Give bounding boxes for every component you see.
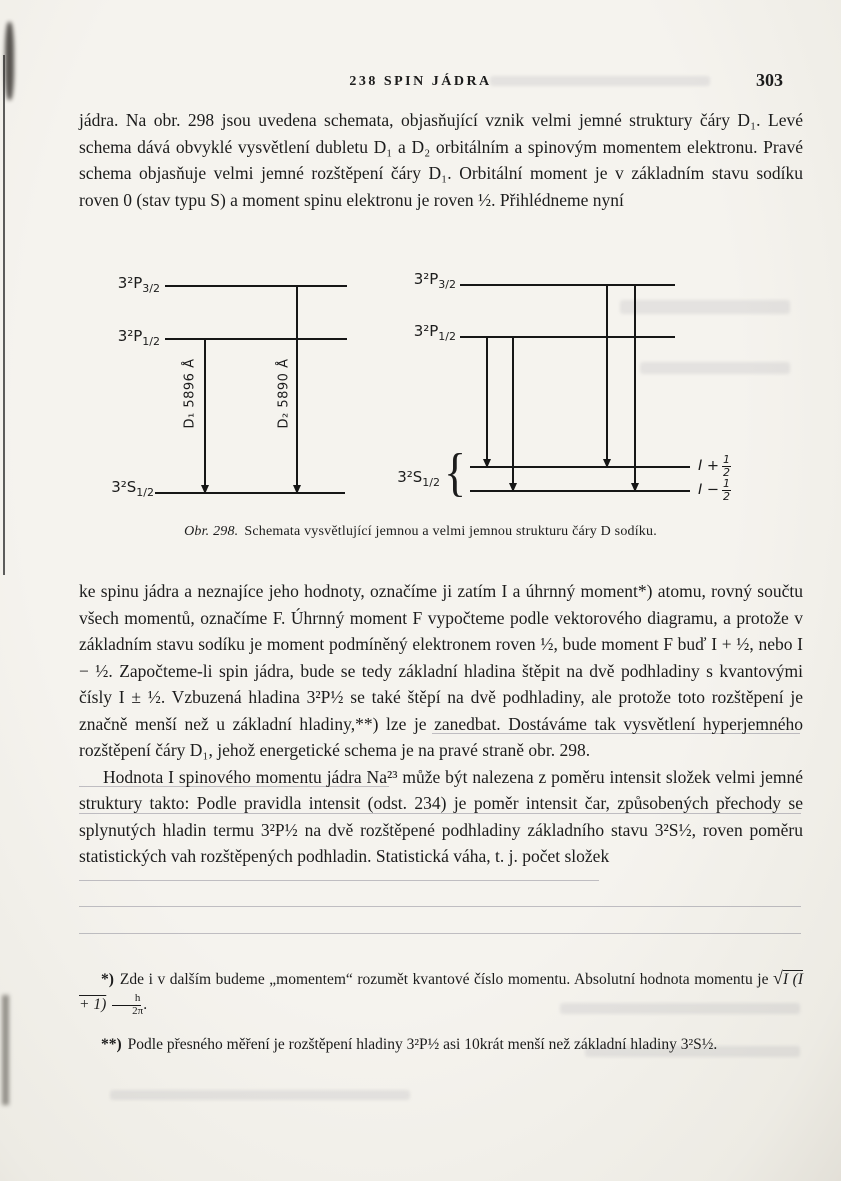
sublevel-label-lower — [698, 478, 731, 502]
hyperfine-sublevel-line-upper — [470, 466, 690, 468]
transition-arrow-d1 — [204, 338, 206, 492]
level-label-left-s12 — [94, 478, 154, 499]
level-label-right-p32 — [396, 270, 456, 291]
split-brace: { — [444, 443, 467, 502]
transition-arrow-p32-upper — [606, 284, 608, 466]
level-base: 3²S — [397, 468, 423, 486]
page-number: 303 — [756, 70, 783, 90]
fraction-numerator: 1 — [723, 453, 731, 466]
scan-artifact-binding-line — [3, 55, 5, 575]
footnote-1-text: Zde i v dalším budeme „momentem“ rozumět kvantové číslo momentu. Absolutní hodnota momentu je — [119, 971, 774, 988]
figure-caption-label: Obr. 298. — [184, 524, 239, 539]
transition-arrow-p12-lower — [512, 336, 514, 490]
energy-level-line-right-p32 — [460, 284, 675, 286]
level-label-right-s12 — [378, 468, 440, 489]
level-base: 3²P — [413, 322, 439, 340]
sqrt-radicand: I (I + 1) — [79, 971, 803, 1013]
footnote-2 — [79, 1032, 803, 1057]
body-paragraph-3: Hodnota I spinového momentu jádra Na²³ může být nalezena z poměru intensit složek velmi jemné struktury takto: Podle pravidla intensit (odst. 234) je poměr intensit čar, způsobených přechody se splynutých hladin termu 3²P½ na dvě rozštěpené podhladiny základního stavu 3²S½, roven poměru statistických vah rozštěpených podhladin. Statistická váha, t. j. počet složek — [79, 766, 803, 866]
level-sub: 1/2 — [438, 330, 456, 343]
figure-caption-text: Schemata vysvětlující jemnou a velmi jemnou strukturu čáry D sodíku. — [244, 524, 657, 539]
level-sub: 1/2 — [142, 335, 160, 348]
energy-level-line-right-p12 — [460, 336, 675, 338]
sublevel-pre: I − — [698, 482, 720, 499]
footnote-2-marker: **) — [101, 1036, 122, 1054]
footnote-1-marker: *) — [101, 971, 114, 988]
transition-arrow-p12-upper — [486, 336, 488, 466]
footnote-2-text: Podle přesného měření je rozštěpení hladiny 3²P½ asi 10krát menší než základní hladiny 3²S½. — [127, 1036, 718, 1054]
transition-arrow-p32-lower — [634, 284, 636, 490]
fraction-h-over-2pi — [110, 993, 143, 1017]
figure-caption — [0, 524, 841, 540]
level-base: 3²S — [111, 478, 137, 496]
scan-artifact-underline — [79, 933, 801, 934]
level-label-left-p32 — [102, 274, 160, 295]
level-base: 3²P — [117, 327, 143, 345]
body-text-block — [79, 578, 803, 870]
fraction-numerator: 1 — [723, 477, 731, 490]
level-base: 3²P — [413, 270, 439, 288]
energy-level-line-left-s12 — [155, 492, 345, 494]
level-sub: 1/2 — [136, 486, 154, 499]
scan-artifact-ink-blob — [2, 995, 9, 1105]
chapter-title: 238 SPIN JÁDRA — [349, 74, 492, 89]
fraction-numerator: h — [112, 993, 142, 1006]
level-label-right-p12 — [396, 322, 456, 343]
hyperfine-sublevel-line-lower — [470, 490, 690, 492]
footnote-1 — [79, 966, 803, 1017]
level-sub: 3/2 — [142, 282, 160, 295]
level-sub: 3/2 — [438, 278, 456, 291]
running-header — [0, 74, 841, 90]
scan-artifact-underline — [79, 880, 599, 881]
transition-arrow-d2 — [296, 285, 298, 492]
body-paragraph-1: jádra. Na obr. 298 jsou uvedena schemata, objasňující vznik velmi jemné struktury čáry D₁. Levé schema dává obvyklé vysvětlení dubletu D₁ a D₂ orbitálním a spinovým momentem elektronu. Pravé schema objasňuje velmi jemné rozštěpení čáry D₁. Orbitální moment je v základním stavu sodíku roven 0 (stav typu S) a moment spinu elektronu je roven ½. Přihlédneme nyní — [79, 110, 803, 210]
transition-label-d2: D₂ 5890 Å — [276, 358, 292, 429]
fraction — [722, 454, 731, 478]
body-paragraph-2: ke spinu jádra a neznajíce jeho hodnoty, označíme ji zatím I a úhrnný moment*) atomu, rovný součtu všech momentů, označíme F. Úhrnný moment F vypočteme podle vektorového diagramu, a protože v základním stavu sodíku je moment podmíněný elektronem roven ½, bude moment F buď I + ½, nebo I − ½. Započteme-li spin jádra, bude se tedy základní hladina štěpit na dvě podhladiny s kvantovými čísly I ± ½. Vzbuzená hladina 3²P½ se také štěpí na dvě podhladiny, ale protože toto rozštěpení je značně menší než u základní hladiny,**) lze je zanedbat. Dostáváme tak vysvětlení hyperjemného rozštěpení čáry D₁, jehož energetické schema je na pravé straně obr. 298. — [79, 581, 803, 760]
level-sub: 1/2 — [422, 476, 440, 489]
sublevel-label-upper — [698, 454, 731, 478]
sqrt-radical: √ — [773, 968, 783, 988]
fraction-denominator: 2 — [723, 465, 731, 479]
figure-obr-298 — [78, 262, 804, 562]
fraction — [722, 478, 731, 502]
fraction-denominator: 2π — [132, 1004, 144, 1017]
footnote-1-tail: . — [143, 996, 148, 1013]
footnotes-section — [79, 966, 803, 1072]
fraction-denominator: 2 — [723, 489, 731, 503]
transition-label-d1: D₁ 5896 Å — [182, 358, 198, 429]
energy-level-line-left-p32 — [165, 285, 347, 287]
level-base: 3²P — [117, 274, 143, 292]
scan-artifact-ghost-text — [110, 1090, 410, 1100]
sublevel-pre: I + — [698, 458, 720, 475]
level-label-left-p12 — [102, 327, 160, 348]
scan-artifact-underline — [79, 906, 801, 907]
